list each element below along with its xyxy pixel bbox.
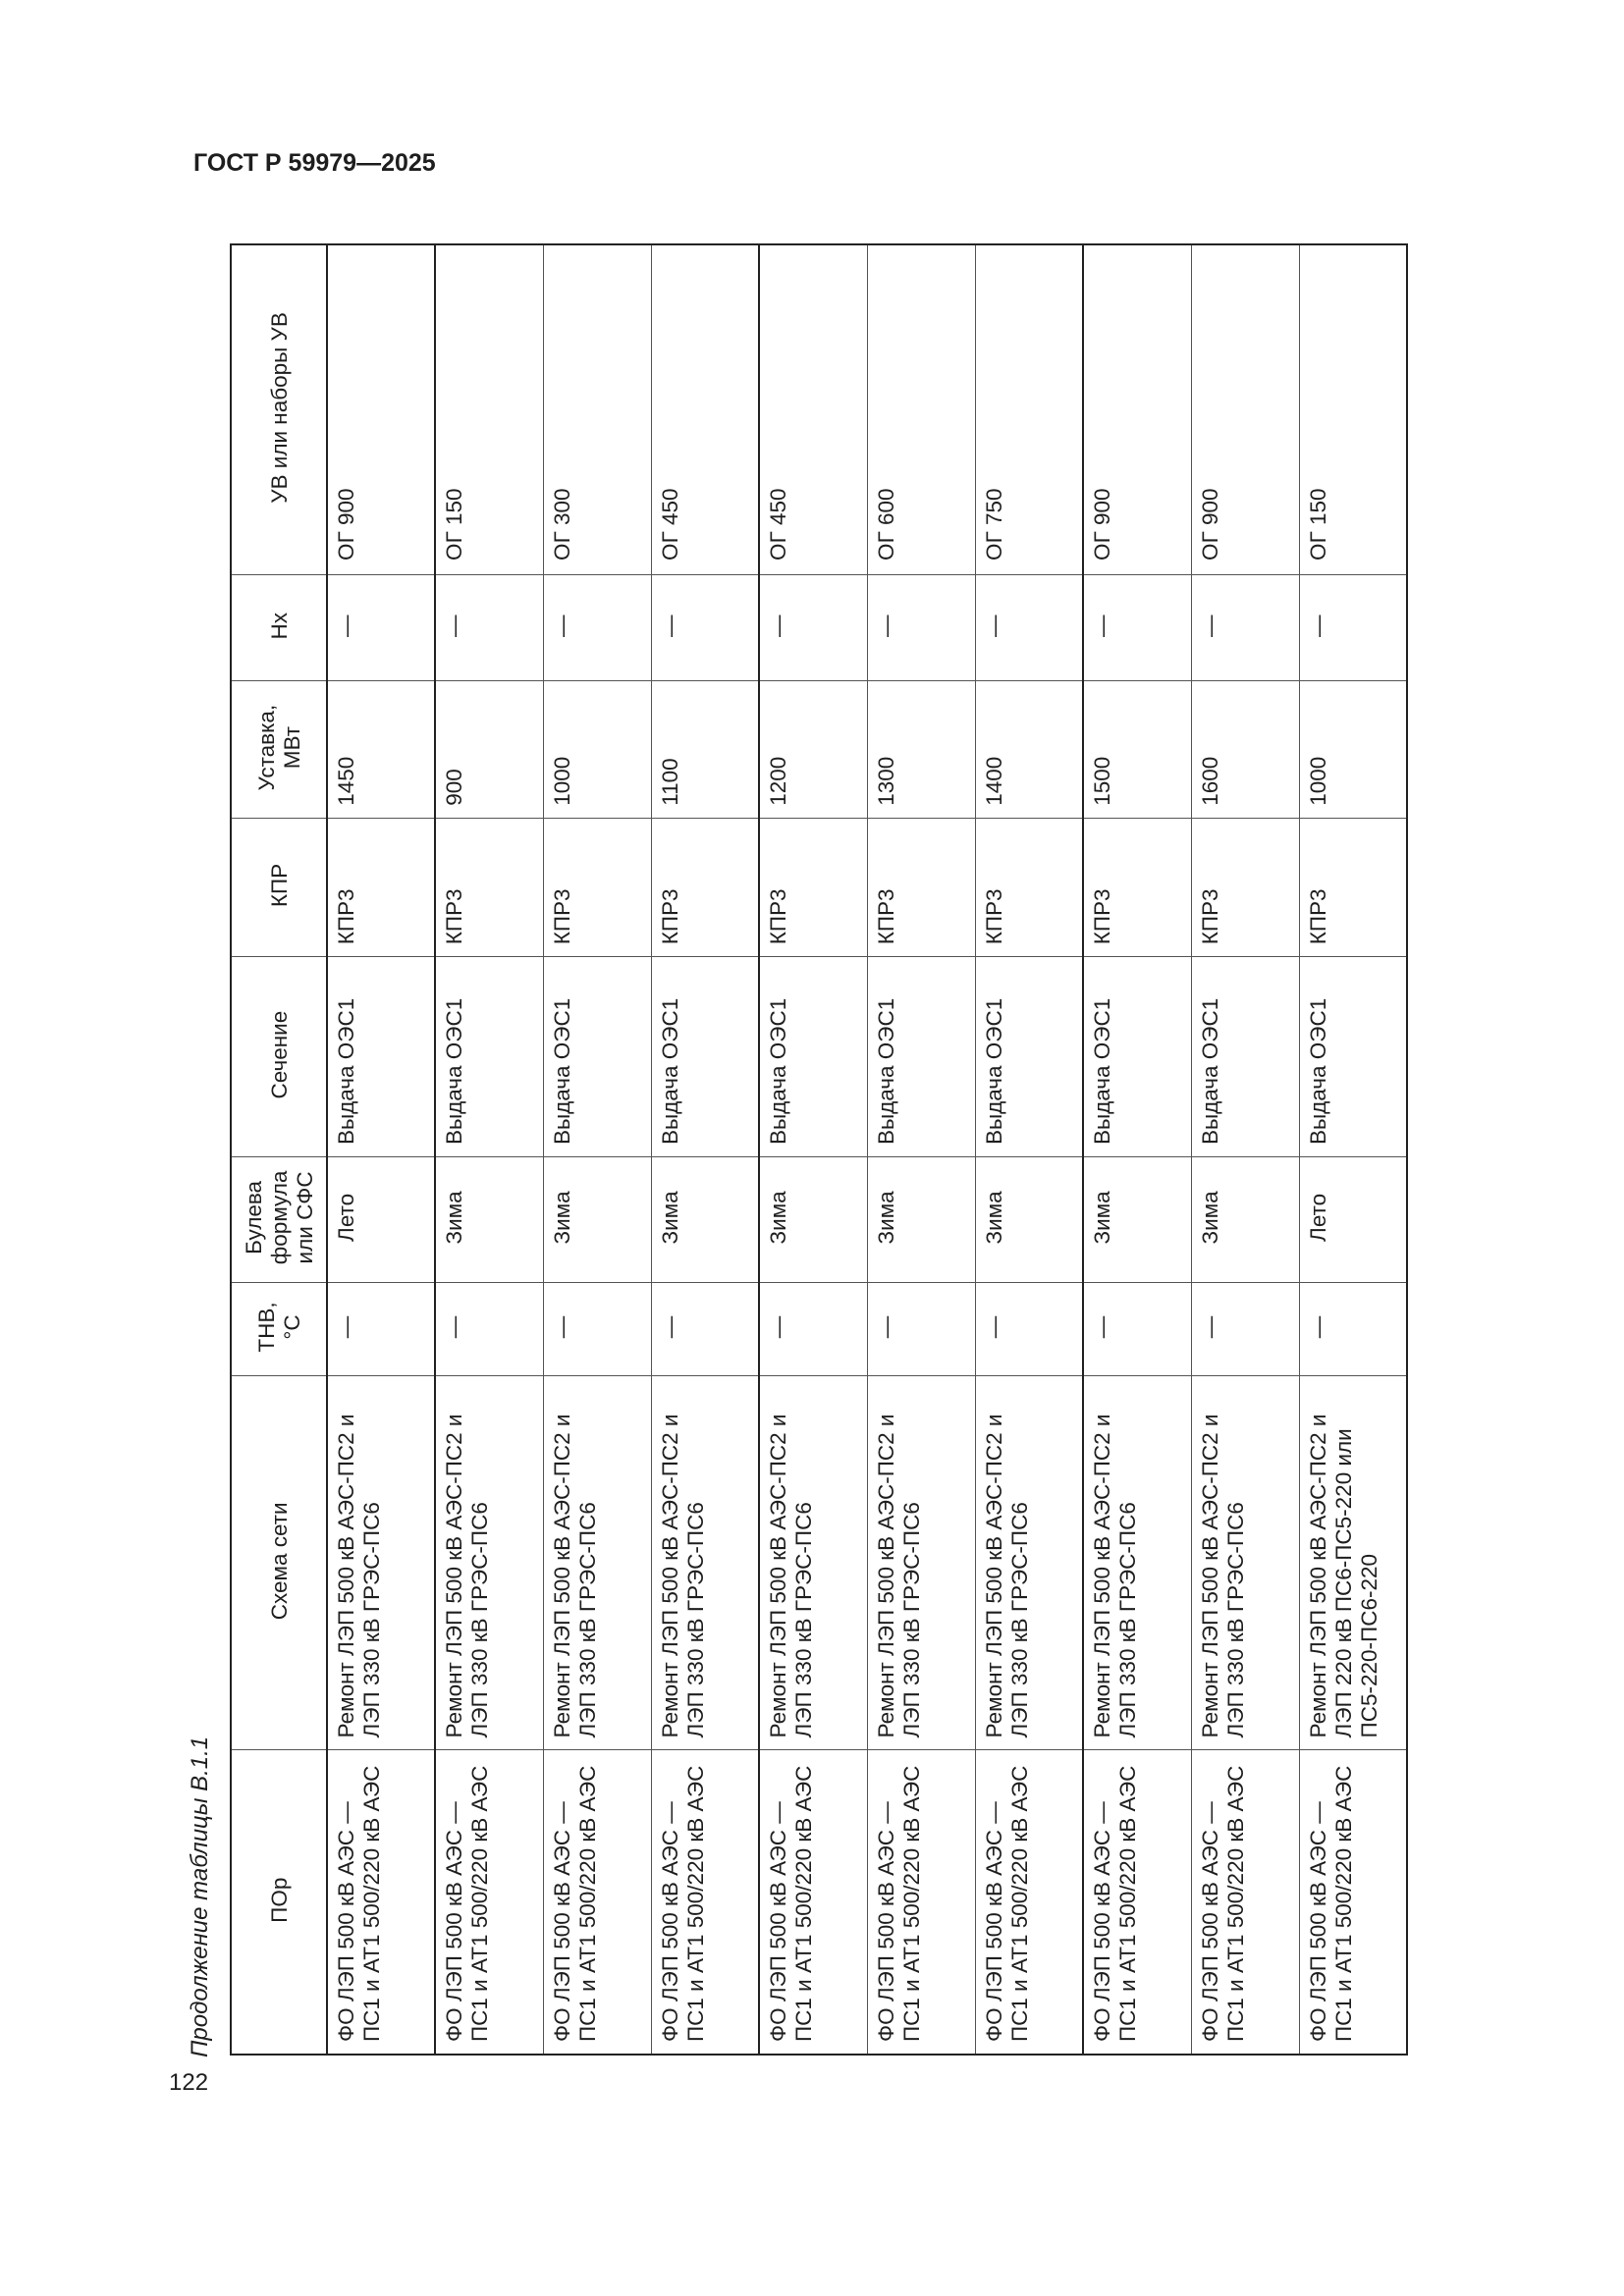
cell-bool: Зима <box>651 1157 759 1283</box>
cell-por: ФО ЛЭП 500 кВ АЭС — ПС1 и АТ1 500/220 кВ АЭС <box>759 1750 867 2055</box>
column-header-scheme: Схема сети <box>231 1376 327 1750</box>
cell-uv: ОГ 450 <box>651 244 759 574</box>
cell-nx: — <box>435 574 543 681</box>
cell-bool: Лето <box>1299 1157 1407 1283</box>
cell-por: ФО ЛЭП 500 кВ АЭС — ПС1 и АТ1 500/220 кВ АЭС <box>1083 1750 1191 2055</box>
table-row <box>759 244 867 2055</box>
cell-tnv: — <box>1191 1282 1299 1375</box>
table-row <box>1083 244 1191 2055</box>
cell-kpr: КПР3 <box>543 818 651 956</box>
cell-scheme: Ремонт ЛЭП 500 кВ АЭС-ПС2 и ЛЭП 220 кВ ПС6-ПС5-220 или ПС5-220-ПС6-220 <box>1299 1376 1407 1750</box>
cell-section: Выдача ОЭС1 <box>435 957 543 1157</box>
cell-scheme: Ремонт ЛЭП 500 кВ АЭС-ПС2 и ЛЭП 330 кВ ГРЭС-ПС6 <box>975 1376 1083 1750</box>
table-row <box>1299 244 1407 2055</box>
cell-bool: Зима <box>759 1157 867 1283</box>
cell-section: Выдача ОЭС1 <box>759 957 867 1157</box>
document-header: ГОСТ Р 59979—2025 <box>193 149 436 177</box>
cell-setpoint: 1300 <box>867 681 975 818</box>
column-header-kpr: КПР <box>231 818 327 956</box>
cell-kpr: КПР3 <box>1191 818 1299 956</box>
cell-uv: ОГ 300 <box>543 244 651 574</box>
cell-bool: Зима <box>975 1157 1083 1283</box>
cell-uv: ОГ 150 <box>435 244 543 574</box>
cell-setpoint: 900 <box>435 681 543 818</box>
cell-bool: Зима <box>1191 1157 1299 1283</box>
cell-scheme: Ремонт ЛЭП 500 кВ АЭС-ПС2 и ЛЭП 330 кВ ГРЭС-ПС6 <box>651 1376 759 1750</box>
cell-tnv: — <box>435 1282 543 1375</box>
column-header-setpoint: Уставка, МВт <box>231 681 327 818</box>
cell-scheme: Ремонт ЛЭП 500 кВ АЭС-ПС2 и ЛЭП 330 кВ ГРЭС-ПС6 <box>543 1376 651 1750</box>
cell-tnv: — <box>1083 1282 1191 1375</box>
cell-por: ФО ЛЭП 500 кВ АЭС — ПС1 и АТ1 500/220 кВ АЭС <box>867 1750 975 2055</box>
cell-setpoint: 1400 <box>975 681 1083 818</box>
cell-uv: ОГ 150 <box>1299 244 1407 574</box>
cell-section: Выдача ОЭС1 <box>651 957 759 1157</box>
rotated-table-area <box>169 243 1406 2096</box>
cell-setpoint: 1100 <box>651 681 759 818</box>
cell-bool: Лето <box>327 1157 435 1283</box>
cell-nx: — <box>1083 574 1191 681</box>
cell-bool: Зима <box>1083 1157 1191 1283</box>
cell-tnv: — <box>975 1282 1083 1375</box>
column-header-section: Сечение <box>231 957 327 1157</box>
cell-section: Выдача ОЭС1 <box>543 957 651 1157</box>
cell-kpr: КПР3 <box>1083 818 1191 956</box>
table-row <box>327 244 435 2055</box>
cell-setpoint: 1000 <box>543 681 651 818</box>
table-caption: Продолжение таблицы В.1.1 <box>187 1735 213 2057</box>
cell-scheme: Ремонт ЛЭП 500 кВ АЭС-ПС2 и ЛЭП 330 кВ ГРЭС-ПС6 <box>759 1376 867 1750</box>
cell-por: ФО ЛЭП 500 кВ АЭС — ПС1 и АТ1 500/220 кВ АЭС <box>543 1750 651 2055</box>
cell-kpr: КПР3 <box>975 818 1083 956</box>
cell-section: Выдача ОЭС1 <box>327 957 435 1157</box>
cell-scheme: Ремонт ЛЭП 500 кВ АЭС-ПС2 и ЛЭП 330 кВ ГРЭС-ПС6 <box>1191 1376 1299 1750</box>
cell-kpr: КПР3 <box>651 818 759 956</box>
cell-tnv: — <box>759 1282 867 1375</box>
cell-tnv: — <box>867 1282 975 1375</box>
cell-section: Выдача ОЭС1 <box>867 957 975 1157</box>
cell-section: Выдача ОЭС1 <box>1299 957 1407 1157</box>
column-header-uv: УВ или наборы УВ <box>231 244 327 574</box>
cell-uv: ОГ 750 <box>975 244 1083 574</box>
table-row <box>543 244 651 2055</box>
cell-uv: ОГ 900 <box>1191 244 1299 574</box>
cell-nx: — <box>975 574 1083 681</box>
table-header-row <box>231 244 327 2055</box>
cell-nx: — <box>327 574 435 681</box>
cell-tnv: — <box>651 1282 759 1375</box>
cell-uv: ОГ 900 <box>327 244 435 574</box>
cell-kpr: КПР3 <box>327 818 435 956</box>
cell-setpoint: 1500 <box>1083 681 1191 818</box>
cell-nx: — <box>1299 574 1407 681</box>
cell-tnv: — <box>1299 1282 1407 1375</box>
cell-por: ФО ЛЭП 500 кВ АЭС — ПС1 и АТ1 500/220 кВ АЭС <box>651 1750 759 2055</box>
cell-setpoint: 1000 <box>1299 681 1407 818</box>
table-row <box>435 244 543 2055</box>
cell-section: Выдача ОЭС1 <box>1083 957 1191 1157</box>
cell-bool: Зима <box>435 1157 543 1283</box>
cell-section: Выдача ОЭС1 <box>975 957 1083 1157</box>
cell-setpoint: 1450 <box>327 681 435 818</box>
page-number: 122 <box>169 2069 209 2096</box>
cell-por: ФО ЛЭП 500 кВ АЭС — ПС1 и АТ1 500/220 кВ АЭС <box>1191 1750 1299 2055</box>
cell-setpoint: 1600 <box>1191 681 1299 818</box>
column-header-por: ПОр <box>231 1750 327 2055</box>
cell-uv: ОГ 600 <box>867 244 975 574</box>
cell-kpr: КПР3 <box>867 818 975 956</box>
cell-kpr: КПР3 <box>1299 818 1407 956</box>
cell-tnv: — <box>543 1282 651 1375</box>
cell-por: ФО ЛЭП 500 кВ АЭС — ПС1 и АТ1 500/220 кВ АЭС <box>327 1750 435 2055</box>
table-row <box>975 244 1083 2055</box>
column-header-tnv: ТНВ, °С <box>231 1282 327 1375</box>
cell-scheme: Ремонт ЛЭП 500 кВ АЭС-ПС2 и ЛЭП 330 кВ ГРЭС-ПС6 <box>867 1376 975 1750</box>
data-table <box>230 243 1408 2056</box>
cell-section: Выдача ОЭС1 <box>1191 957 1299 1157</box>
cell-scheme: Ремонт ЛЭП 500 кВ АЭС-ПС2 и ЛЭП 330 кВ ГРЭС-ПС6 <box>1083 1376 1191 1750</box>
cell-por: ФО ЛЭП 500 кВ АЭС — ПС1 и АТ1 500/220 кВ АЭС <box>1299 1750 1407 2055</box>
cell-kpr: КПР3 <box>759 818 867 956</box>
column-header-bool: Булева формула или СФС <box>231 1157 327 1283</box>
table-row <box>651 244 759 2055</box>
cell-bool: Зима <box>543 1157 651 1283</box>
cell-tnv: — <box>327 1282 435 1375</box>
cell-uv: ОГ 900 <box>1083 244 1191 574</box>
cell-por: ФО ЛЭП 500 кВ АЭС — ПС1 и АТ1 500/220 кВ АЭС <box>435 1750 543 2055</box>
cell-nx: — <box>867 574 975 681</box>
cell-bool: Зима <box>867 1157 975 1283</box>
cell-nx: — <box>651 574 759 681</box>
cell-setpoint: 1200 <box>759 681 867 818</box>
column-header-nx: Нх <box>231 574 327 681</box>
table-row <box>867 244 975 2055</box>
cell-nx: — <box>543 574 651 681</box>
cell-scheme: Ремонт ЛЭП 500 кВ АЭС-ПС2 и ЛЭП 330 кВ ГРЭС-ПС6 <box>327 1376 435 1750</box>
cell-nx: — <box>1191 574 1299 681</box>
cell-por: ФО ЛЭП 500 кВ АЭС — ПС1 и АТ1 500/220 кВ АЭС <box>975 1750 1083 2055</box>
cell-kpr: КПР3 <box>435 818 543 956</box>
cell-uv: ОГ 450 <box>759 244 867 574</box>
cell-nx: — <box>759 574 867 681</box>
table-row <box>1191 244 1299 2055</box>
cell-scheme: Ремонт ЛЭП 500 кВ АЭС-ПС2 и ЛЭП 330 кВ ГРЭС-ПС6 <box>435 1376 543 1750</box>
